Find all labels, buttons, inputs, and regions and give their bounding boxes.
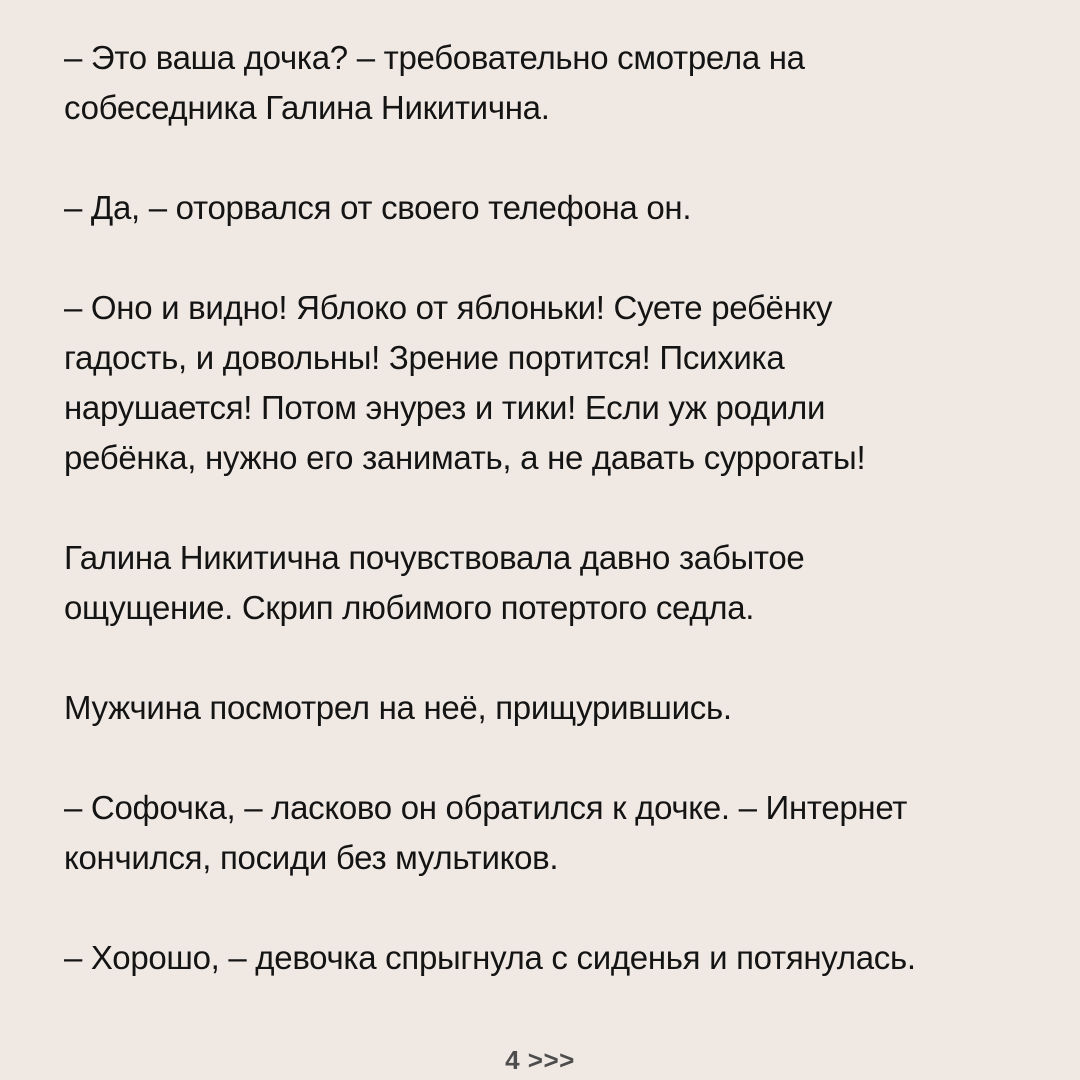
text-line: кончился, посиди без мультиков. [64,839,559,876]
paragraph-7 [64,933,1054,983]
text-line: ребёнка, нужно его занимать, а не давать суррогаты! [64,439,866,476]
text-line: собеседника Галина Никитична. [64,89,550,126]
paragraph-2 [64,183,1054,233]
paragraph-3 [64,283,1054,483]
text-line: Галина Никитична почувствовала давно забытое [64,539,805,576]
text-line: – Да, – оторвался от своего телефона он. [64,189,692,226]
text-line: Мужчина посмотрел на неё, прищурившись. [64,689,732,726]
page-indicator: 4 >>> [505,1045,575,1075]
paragraph-5 [64,683,1054,733]
paragraph-4 [64,533,1054,633]
paragraph-6 [64,783,1054,883]
text-line: нарушается! Потом энурез и тики! Если уж родили [64,389,826,426]
text-line: ощущение. Скрип любимого потертого седла. [64,589,755,626]
text-line: гадость, и довольны! Зрение портится! Психика [64,339,785,376]
paragraph-1 [64,33,1054,133]
text-line: – Оно и видно! Яблоко от яблоньки! Суете ребёнку [64,289,833,326]
text-line: – Это ваша дочка? – требовательно смотрела на [64,39,805,76]
text-line: – Хорошо, – девочка спрыгнула с сиденья и потянулась. [64,939,916,976]
story-text [64,33,1054,1033]
text-line: – Софочка, – ласково он обратился к дочке. – Интернет [64,789,908,826]
